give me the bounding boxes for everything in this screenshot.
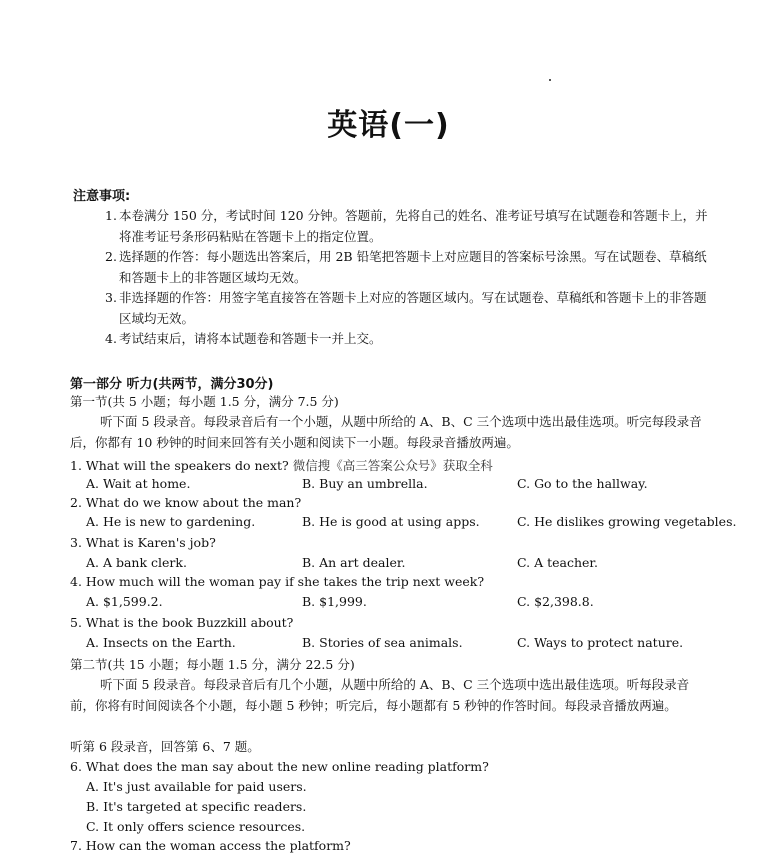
notice-item-number: 3. (105, 290, 117, 305)
speck-mark (549, 79, 551, 81)
section2-subtitle: 听第 6 段录音，回答第 6、7 题。 (70, 739, 260, 754)
notice-item-number: 1. (105, 208, 117, 223)
question-3: 3. What is Karen's job? (70, 535, 216, 550)
option-a: A. Wait at home. (86, 476, 191, 491)
option-a: A. He is new to gardening. (86, 514, 256, 529)
notice-item (105, 247, 715, 288)
section2-title: 第二节(共 15 小题；每小题 1.5 分，满分 22.5 分) (70, 657, 355, 672)
option-b: B. He is good at using apps. (302, 514, 480, 529)
option-b: B. Buy an umbrella. (302, 476, 428, 491)
notice-item (105, 288, 715, 329)
option-c: C. A teacher. (517, 555, 598, 570)
watermark-text: 微信搜《高三答案公众号》获取全科 (292, 458, 493, 473)
option-c: C. Go to the hallway. (517, 476, 648, 491)
option-a: A. Insects on the Earth. (86, 635, 236, 650)
option-b: B. Stories of sea animals. (302, 635, 463, 650)
option-a: A. A bank clerk. (86, 555, 187, 570)
part1-heading: 第一部分 听力(共两节，满分30分) (70, 377, 274, 392)
section1-instructions: 听下面 5 段录音。每段录音后有一个小题，从题中所给的 A、B、C 三个选项中选出最佳选项。听完每段录音后，你都有 10 秒钟的时间来回答有关小题和阅读下一小题。每段录音播放两遍。 (70, 414, 702, 450)
notice-item (105, 206, 715, 247)
option-b: B. $1,999. (302, 594, 367, 609)
option-c: C. It only offers science resources. (86, 819, 306, 834)
notice-item-text: 本卷满分 150 分，考试时间 120 分钟。答题前，先将自己的姓名、准考证号填写在试题卷和答题卡上，并将准考证号条形码粘贴在答题卡上的指定位置。 (119, 208, 708, 244)
question-text: 1. What will the speakers do next? (70, 458, 289, 473)
question-6: 6. What does the man say about the new online reading platform? (70, 759, 489, 774)
notice-list (105, 206, 715, 350)
notice-item-text: 非选择题的作答：用签字笔直接答在答题卡上对应的答题区域内。写在试题卷、草稿纸和答题卡上的非答题区域均无效。 (119, 290, 707, 326)
question-1 (70, 456, 493, 474)
question-4: 4. How much will the woman pay if she takes the trip next week? (70, 574, 485, 589)
notice-item-number: 2. (105, 249, 117, 264)
question-5: 5. What is the book Buzzkill about? (70, 615, 294, 630)
section1-title: 第一节(共 5 小题；每小题 1.5 分，满分 7.5 分) (70, 394, 339, 409)
notice-item (105, 329, 715, 350)
option-a: A. It's just available for paid users. (86, 779, 307, 794)
option-a: A. $1,599.2. (86, 594, 163, 609)
section2-instructions: 听下面 5 段录音。每段录音后有几个小题，从题中所给的 A、B、C 三个选项中选出最佳选项。听每段录音前，你将有时间阅读各个小题，每小题 5 秒钟；听完后，每小题都有 5 秒钟的作答时间。每段录音播放两遍。 (70, 677, 690, 713)
notice-item-text: 考试结束后，请将本试题卷和答题卡一并上交。 (119, 331, 382, 346)
notice-heading: 注意事项: (73, 189, 131, 204)
question-2: 2. What do we know about the man? (70, 495, 302, 510)
notice-item-number: 4. (105, 331, 117, 346)
notice-item-text: 选择题的作答：每小题选出答案后，用 2B 铅笔把答题卡上对应题目的答案标号涂黑。写在试题卷、草稿纸和答题卡上的非答题区域均无效。 (119, 249, 707, 285)
page-title: 英语(一) (327, 108, 450, 143)
option-c: C. He dislikes growing vegetables. (517, 514, 737, 529)
question-7: 7. How can the woman access the platform? (70, 838, 351, 853)
option-b: B. An art dealer. (302, 555, 406, 570)
option-b: B. It's targeted at specific readers. (86, 799, 307, 814)
option-c: C. Ways to protect nature. (517, 635, 684, 650)
option-c: C. $2,398.8. (517, 594, 594, 609)
